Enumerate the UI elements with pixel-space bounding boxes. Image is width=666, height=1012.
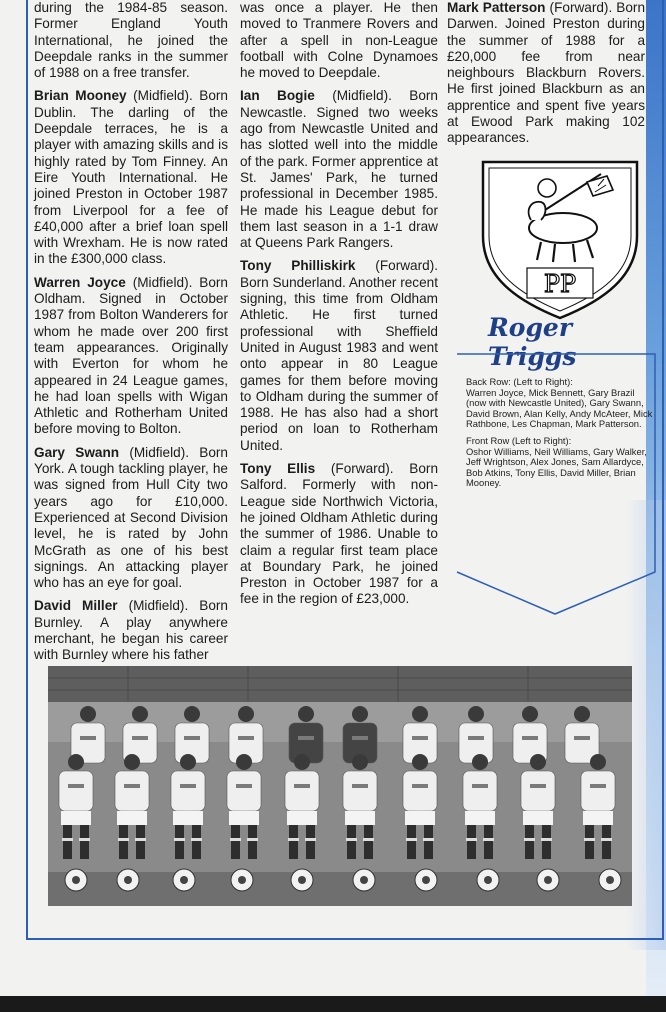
player-name: Brian Mooney <box>34 88 127 104</box>
player-bio: (Midfield). Born Dublin. The darling of the Deepdale terraces, he is a player with amazing skills and is highly rated by Tom Finney. An Eire Youth International. He joined Preston in October 1987 from Liverpool for a fee of £40,000 after a brief loan spell with Wrexham. He is now rated in the £300,000 class. <box>34 88 228 267</box>
front-row-heading: Front Row (Left to Right): <box>466 434 572 446</box>
player-name: Mark Patterson <box>447 0 546 15</box>
player-name: Tony Philliskirk <box>240 258 356 274</box>
crest-initials: PP <box>543 270 577 298</box>
player-name: Tony Ellis <box>240 461 316 477</box>
text-column-1 <box>34 0 228 671</box>
photo-caption <box>466 377 654 495</box>
player-profile <box>34 88 228 267</box>
player-profile <box>240 258 438 454</box>
player-name: Ian Bogie <box>240 88 315 104</box>
player-bio: (Forward). Born Sunderland. Another recent signing, this time from Oldham Athletic. He first turned professional with Sheffield United in August 1983 and went onto appear in 80 League games for them before moving to Oldham during the summer of 1988. He has also had a short period on loan to Rotherham United. <box>240 258 438 453</box>
front-row-names: Oshor Williams, Neil Williams, Gary Walker, Jeff Wrightson, Alex Jones, Sam Allardyce, Bob Atkins, Tony Ellis, David Miller, Brian Mooney. <box>466 445 647 489</box>
column-intro: was once a player. He then moved to Tranmere Rovers and after a spell in non-League football with Colne Dynamoes he moved to Deepdale. <box>240 0 438 81</box>
player-bio: (Midfield). Born York. A tough tackling player, he was signed from Hull City two years ago for £10,000. Experienced at Second Division level, he is rated by John McGrath as one of his best signings. An attacking player who has an eye for goal. <box>34 444 228 591</box>
team-photo <box>48 666 632 906</box>
player-bio: (Midfield). Born Newcastle. Signed two weeks ago from Newcastle United and has slotted well into the middle of the park. Former apprentice at St. James' Park, he turned professional in December 1985. He made his League debut for them last season in a 1-1 draw at Queens Park Rangers. <box>240 88 438 251</box>
back-row-heading: Back Row: (Left to Right): <box>466 376 573 387</box>
player-name: Gary Swann <box>34 444 120 460</box>
player-profile <box>34 598 228 663</box>
player-profile <box>447 0 645 147</box>
artist-signature: Roger Triggs <box>488 313 577 371</box>
bottom-strip <box>0 996 666 1012</box>
player-bio: (Midfield). Born Oldham. Signed in October 1987 from Bolton Wanderers for whom he made over 200 first team appearances. Originally with Everton for whom he appeared in 24 League games, he had loan spells with Wigan Athletic and Rotherham United before moving to Bolton. <box>34 274 228 437</box>
player-name: David Miller <box>34 598 118 614</box>
player-bio: (Forward). Born Darwen. Joined Preston during the summer of 1988 for a £20,000 fee from near neighbours Blackburn Rovers. He first joined Blackburn as an apprentice and spent five years at Ewood Park making 102 appearances. <box>447 0 646 146</box>
player-profile <box>240 88 438 251</box>
column-intro: during the 1984-85 season. Former England Youth International, he joined the Deepdale ranks in the summer of 1988 on a free transfer. <box>34 0 228 81</box>
player-bio: (Forward). Born Salford. Formerly with non-League side Northwich Victoria, he joined Oldham Athletic during the summer of 1986. Unable to claim a regular first team place at Boundary Park, he joined Preston in October 1987 for a fee in the region of £23,000. <box>240 461 439 607</box>
front-row-caption <box>466 436 654 489</box>
back-row-names: Warren Joyce, Mick Bennett, Gary Brazil (now with Newcastle United), Gary Swann, David Brown, Alan Kelly, Andy McAteer, Mick Rathbone, Les Chapman, Mark Patterson. <box>466 386 653 430</box>
player-profile <box>240 461 438 608</box>
player-profile <box>34 275 228 438</box>
player-bio: (Midfield). Born Burnley. A play anywhere merchant, he began his career with Burnley where his father <box>34 598 228 663</box>
back-row-caption <box>466 377 654 430</box>
text-column-2 <box>240 0 438 615</box>
player-profile <box>34 445 228 592</box>
text-column-3 <box>447 0 645 154</box>
player-name: Warren Joyce <box>34 274 126 290</box>
